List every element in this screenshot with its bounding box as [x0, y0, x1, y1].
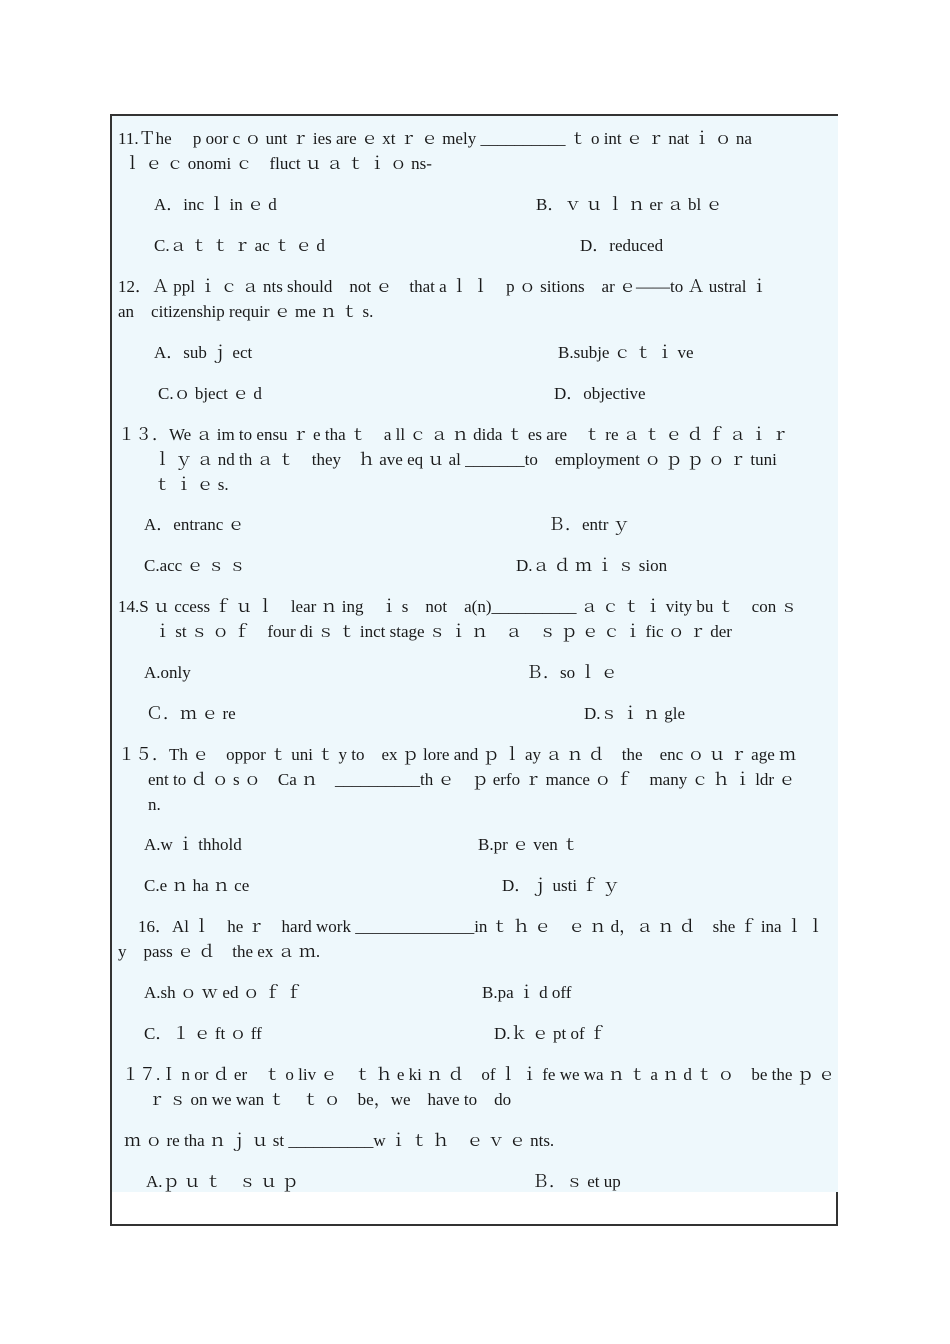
question-17-line-2: ｒ ｓ on we wan ｔ ｔ ｏ be，we have to do [148, 1090, 512, 1109]
question-15-option-a: A.w ｉ thhold [144, 835, 242, 854]
question-16-option-b: B.pa ｉ d off [482, 983, 572, 1002]
question-14-option-d: D.ｓ ｉ ｎ gle [584, 704, 686, 723]
question-11-option-b: B．ｖ ｕ ｌ ｎ er ａ bl ｅ [536, 195, 723, 214]
question-17-option-b: Ｂ．ｓ et up [532, 1172, 621, 1191]
question-16-line-1: 16．Al ｌ he ｒ hard work ______________in ｔ ｈ ｅ ｅ ｎ d，ａ ｎ ｄ she ｆ ina ｌ ｌ [138, 917, 825, 936]
question-14-line-1: 14.S ｕ ccess ｆ ｕ ｌ lear ｎ ing ｉ s not a(n)__________ ａ ｃ ｔ ｉ vity bu ｔ con ｓ [118, 597, 798, 616]
question-15-line-1: １５．Th ｅ oppor ｔ uni ｔ y to ex ｐ lore and ｐ ｌ ay ａ ｎ ｄ the enc ｏ ｕ ｒ age ｍ [118, 745, 797, 764]
question-11-line-1: 11.Ｔhe p oor c ｏ unt ｒ ies are ｅ xt ｒ ｅ mely __________ ｔ o int ｅ ｒ nat ｉ ｏ na [118, 129, 752, 148]
question-14-option-a: A.only [144, 663, 191, 682]
question-15-option-d: D．ｊ usti ｆ ｙ [502, 876, 620, 895]
question-12-option-d: D．objective [554, 384, 646, 403]
question-17-option-a: A.ｐ ｕ ｔ ｓ ｕ ｐ [146, 1172, 299, 1191]
question-box [110, 114, 838, 1226]
question-12-option-a: A．sub ｊ ect [154, 343, 253, 362]
question-16-option-d: D.ｋ ｅ pt of ｆ [494, 1024, 606, 1043]
question-14-line-2: ｉ st ｓ ｏ ｆ four di ｓ ｔ inct stage ｓ ｉ ｎ ａ ｓ ｐ ｅ ｃ ｉ fic ｏ ｒ der [154, 622, 732, 641]
question-12-option-b: B.subje ｃ ｔ ｉ ve [558, 343, 694, 362]
question-14-option-c: Ｃ．ｍ ｅ re [146, 704, 236, 723]
question-11-option-a: A．inc ｌ in ｅ d [154, 195, 277, 214]
question-15-line-3: n. [148, 795, 161, 814]
question-13-option-d: D.ａ ｄ ｍ ｉ ｓ sion [516, 556, 668, 575]
question-16-line-2: y pass ｅ ｄ the ex ａ ｍ. [118, 942, 321, 961]
question-11-option-c: C.ａ ｔ ｔ ｒ ac ｔ ｅ d [154, 236, 325, 255]
question-14-option-b: Ｂ．so ｌ ｅ [526, 663, 618, 682]
question-16-option-a: A.sh ｏ ｗ ed ｏ ｆ ｆ [144, 983, 303, 1002]
question-11-option-d: D．reduced [580, 236, 664, 255]
question-12-line-1: 12．Ａ ppl ｉ ｃ ａ nts should not ｅ that a ｌ ｌ p ｏ sitions ar ｅ——to Ａ ustral ｉ [118, 277, 768, 296]
question-13-line-1: １３．We ａ im to ensu ｒ e tha ｔ a ll ｃ ａ ｎ dida ｔ es are ｔ re ａ ｔ ｅ ｄ ｆ ａ ｉ ｒ [118, 425, 789, 444]
question-12-line-2: an citizenship requir ｅ me ｎ ｔ s. [118, 302, 374, 321]
question-15-option-c: C.e ｎ ha ｎ ce [144, 876, 250, 895]
question-13-option-a: A．entranc ｅ [144, 515, 245, 534]
question-11-line-2: ｌ ｅ ｃ onomi ｃ fluct ｕ ａ ｔ ｉ ｏ ns- [124, 154, 432, 173]
question-13-option-c: C.acc ｅ ｓ ｓ [144, 556, 246, 575]
question-16-option-c: C．１ ｅ ft ｏ ff [144, 1024, 262, 1043]
question-15-line-2: ent to ｄ ｏ s ｏ Ca ｎ __________th ｅ ｐ erfo ｒ mance ｏ ｆ many ｃ ｈ ｉ ldr ｅ [148, 770, 796, 789]
question-13-line-2: ｌ ｙ ａ nd th ａ ｔ they ｈ ave eq ｕ al _______to employment ｏ ｐ ｐ ｏ ｒ tuni [154, 450, 777, 469]
question-13-option-b: Ｂ．entr ｙ [548, 515, 630, 534]
question-15-option-b: B.pr ｅ ven ｔ [478, 835, 580, 854]
question-12-option-c: C.ｏ bject ｅ d [158, 384, 262, 403]
question-13-line-3: ｔ ｉ ｅ s. [154, 475, 229, 494]
question-17-line-1: １７.Ｉ n or ｄ er ｔ o liv ｅ ｔ ｈ e ki ｎ ｄ of ｌ ｉ fe we wa ｎ ｔ a ｎ d ｔ ｏ be the ｐ ｅ [122, 1065, 835, 1084]
question-17-line-3: ｍ ｏ re tha ｎ ｊ ｕ st __________w ｉ ｔ ｈ ｅ ｖ ｅ nts. [124, 1131, 555, 1150]
